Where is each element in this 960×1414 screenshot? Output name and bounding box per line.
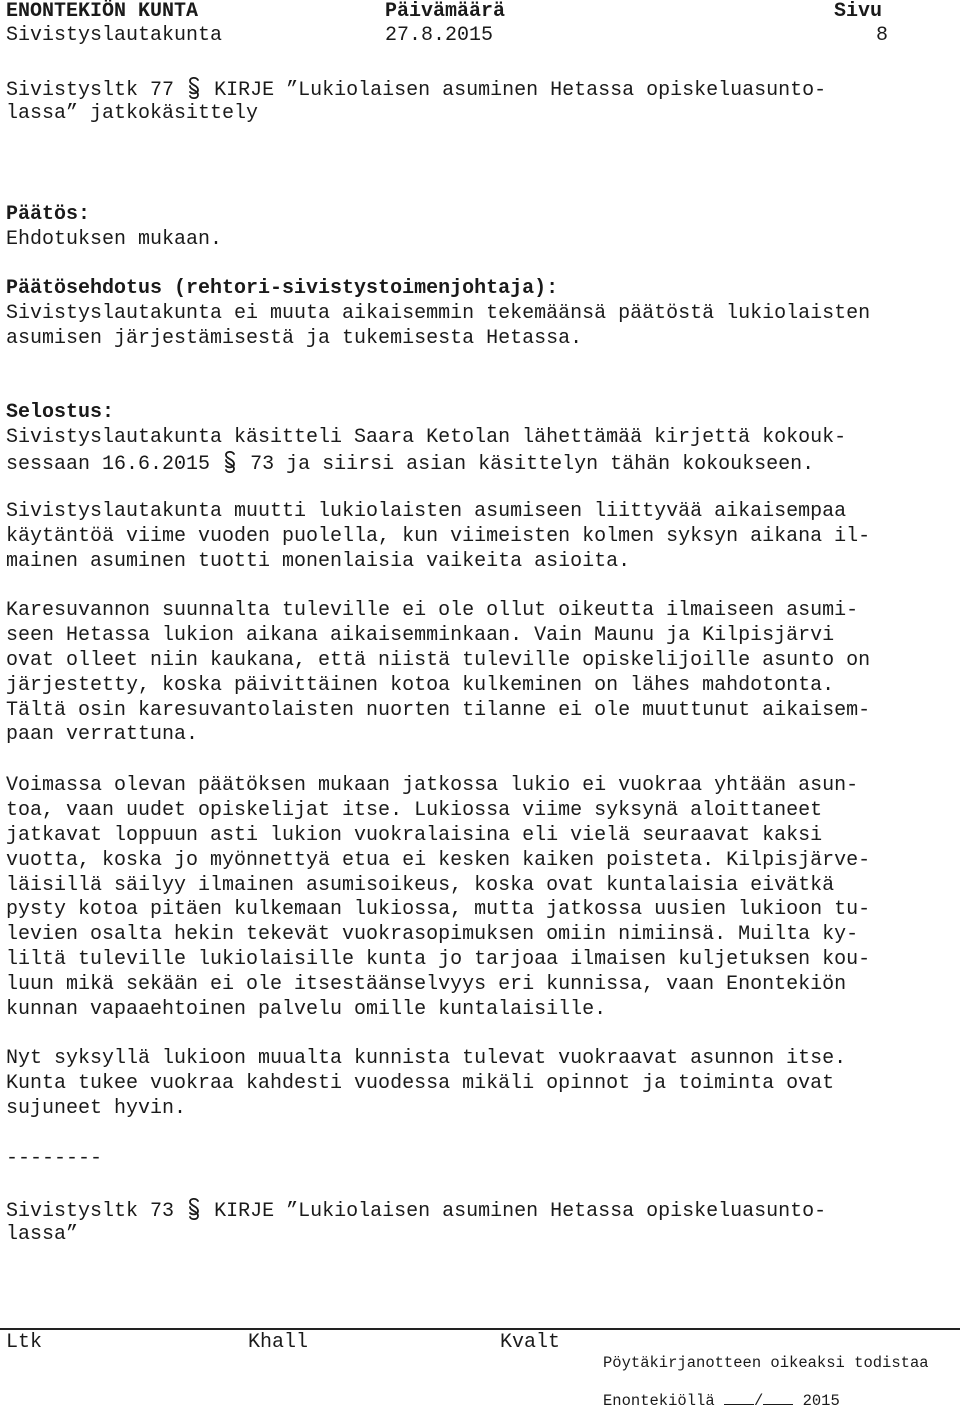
statement-paragraph-3 [6, 774, 958, 1023]
footer-place: Enontekiöllä [603, 1392, 715, 1410]
paragraph-line: toa, vaan uudet opiskelijat itse. Lukiossa viime syksynä aloittaneet [6, 798, 823, 822]
statement-intro-rest: 73 ja siirsi asian käsittelyn tähän kokoukseen. [250, 453, 815, 476]
statement-intro-line1: Sivistyslautakunta käsitteli Saara Ketolan lähettämää kirjettä kokouk- [6, 426, 847, 449]
reference-title-text: KIRJE ”Lukiolaisen asuminen Hetassa opiskeluasunto- [214, 1200, 827, 1223]
footer-khall: Khall [248, 1331, 309, 1354]
item-number: Sivistysltk 77 [6, 79, 175, 102]
paragraph-line: seen Hetassa lukion aikana aikaisemminkaan. Vain Maunu ja Kilpisjärvi [6, 623, 835, 647]
footer-certify: Pöytäkirjanotteen oikeaksi todistaa [603, 1354, 929, 1372]
paragraph-line: kunnan vapaaehtoinen palvelu omille kuntalaisille. [6, 998, 607, 1022]
meeting-date: 27.8.2015 [385, 24, 494, 47]
statement-paragraph-2 [6, 599, 958, 748]
footer-slash: / [753, 1392, 764, 1410]
statement-intro-line2 [6, 450, 814, 477]
paragraph-line: jatkavat loppuun asti lukion vuokralaisina eli vielä seuraavat kaksi [6, 823, 823, 847]
paragraph-line: levien osalta hekin tekevät vuokrasopimuksen omiin nimiinsä. Muilta ky- [6, 923, 859, 947]
paragraph-line: mainen asuminen tuotti monenlaisia vaikeita asioita. [6, 549, 631, 573]
reference-line2: lassa” [6, 1223, 79, 1246]
decision-label: Päätös: [6, 203, 91, 226]
paragraph-line: Voimassa olevan päätöksen mukaan jatkossa lukio ei vuokraa yhtään asun- [6, 774, 859, 797]
paragraph-line: paan verrattuna. [6, 723, 199, 747]
paragraph-line: Karesuvannon suunnalta tuleville ei ole ollut oikeutta ilmaiseen asumi- [6, 599, 859, 622]
statement-paragraph-4 [6, 1047, 958, 1122]
paragraph-line: Tältä osin karesuvantolaisten nuorten tilanne ei ole muuttunut aikaisem- [6, 698, 871, 722]
proposal-line: asumisen järjestämisestä ja tukemisesta Hetassa. [6, 327, 583, 350]
paragraph-line: Kunta tukee vuokraa kahdesti vuodessa mikäli opinnot ja toiminta ovat [6, 1071, 835, 1095]
footer-divider [0, 1328, 960, 1330]
paragraph-line: liltä tuleville lukiolaisille kunta jo tarjoaa ilmaisen kuljetuksen kou- [6, 948, 871, 972]
statement-paragraph-1 [6, 500, 958, 575]
reference-line1 [6, 1197, 826, 1224]
paragraph-line: läisillä säilyy ilmainen asumisoikeus, koska ovat kuntalaisia eivätkä [6, 873, 835, 897]
section-sign-icon [223, 450, 237, 474]
statement-label: Selostus: [6, 401, 115, 424]
item-title-text: KIRJE ”Lukiolaisen asuminen Hetassa opiskeluasunto- [214, 79, 827, 102]
previous-meeting-ref: sessaan 16.6.2015 [6, 453, 211, 476]
paragraph-line: sujuneet hyvin. [6, 1096, 187, 1120]
org-name: ENONTEKIÖN KUNTA [6, 0, 199, 23]
decision-text: Ehdotuksen mukaan. [6, 228, 223, 251]
paragraph-line: luun mikä sekään ei ole itsestäänselvyys eri kunnissa, vaan Enontekiön [6, 973, 847, 997]
paragraph-line: vuotta, koska jo myönnettyä etua ei kesken kaiken poisteta. Kilpisjärve- [6, 848, 871, 872]
paragraph-line: ovat olleet niin kaukana, että niistä tuleville opiskelijoille asunto on [6, 648, 871, 672]
item-title-line1 [6, 76, 826, 103]
footer-kvalt: Kvalt [500, 1331, 561, 1354]
footer-place-date [603, 1390, 840, 1411]
date-label: Päivämäärä [385, 0, 506, 23]
item-title-line2: lassa” jatkokäsittely [6, 102, 259, 125]
section-sign-icon [187, 76, 201, 100]
proposal-label: Päätösehdotus (rehtori-sivistystoimenjohtaja): [6, 277, 559, 300]
footer-year: 2015 [802, 1392, 840, 1410]
paragraph-line: käytäntöä viime vuoden puolella, kun viimeisten kolmen syksyn aikana il- [6, 524, 871, 548]
separator: -------- [6, 1147, 103, 1170]
footer-ltk: Ltk [6, 1331, 43, 1354]
day-blank [724, 1390, 754, 1405]
month-blank [763, 1390, 793, 1405]
page-label: Sivu [834, 0, 883, 23]
paragraph-line: järjestetty, koska päivittäinen kotoa kulkeminen on lähes mahdotonta. [6, 673, 835, 697]
section-sign-icon [187, 1197, 201, 1221]
page-number: 8 [876, 24, 889, 47]
paragraph-line: pysty kotoa pitäen kulkemaan lukiossa, mutta jatkossa uusien lukioon tu- [6, 898, 871, 922]
proposal-line: Sivistyslautakunta ei muuta aikaisemmin tekemäänsä päätöstä lukiolaisten [6, 302, 871, 325]
paragraph-line: Nyt syksyllä lukioon muualta kunnista tulevat vuokraavat asunnon itse. [6, 1047, 847, 1070]
committee-name: Sivistyslautakunta [6, 24, 223, 47]
reference-number: Sivistysltk 73 [6, 1200, 175, 1223]
paragraph-line: Sivistyslautakunta muutti lukiolaisten asumiseen liittyvää aikaisempaa [6, 500, 847, 523]
